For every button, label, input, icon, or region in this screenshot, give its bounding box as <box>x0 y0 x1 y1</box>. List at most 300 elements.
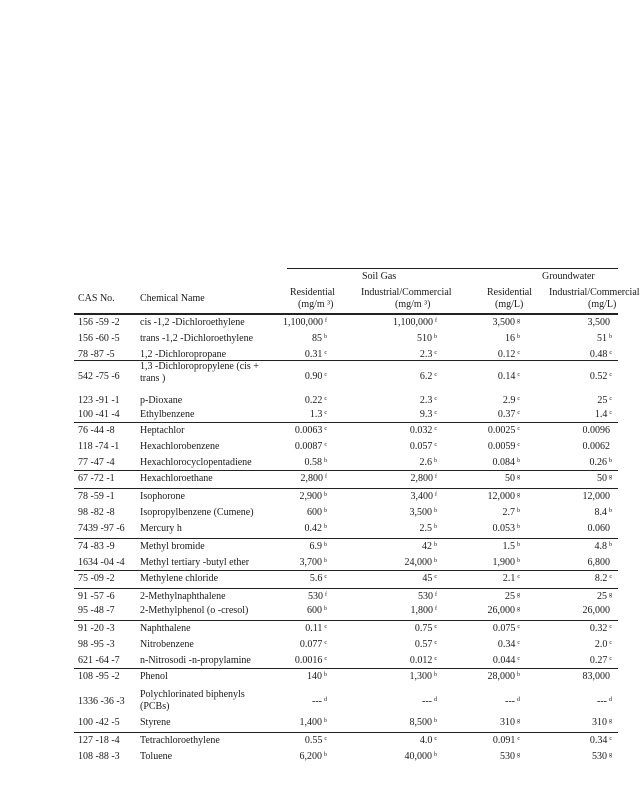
footnote-mark: f <box>435 492 437 498</box>
value-cell <box>488 491 521 503</box>
footnote-mark: b <box>517 458 520 464</box>
value-text: 40,000 <box>404 751 432 762</box>
cas-number: 127 -18 -4 <box>78 735 120 746</box>
value-text: 0.27 <box>589 655 608 666</box>
value-text: 1.5 <box>502 541 515 552</box>
value-text: 6,800 <box>587 557 610 568</box>
cas-number: 1336 -36 -3 <box>78 696 125 707</box>
value-cell <box>300 717 328 729</box>
cas-number: 76 -44 -8 <box>78 425 115 436</box>
table-row <box>0 331 618 347</box>
footnote-mark: c <box>609 640 612 646</box>
value-text: 310 <box>592 717 607 728</box>
footnote-mark: c <box>434 624 437 630</box>
value-text: 1,900 <box>492 557 515 568</box>
footnote-mark: c <box>609 624 612 630</box>
chemical-name: Hexachlorobenzene <box>140 441 220 452</box>
footnote-mark: b <box>609 334 612 340</box>
footnote-mark: b <box>324 542 327 548</box>
table-row <box>0 749 618 765</box>
footnote-mark: b <box>517 542 520 548</box>
footnote-mark: c <box>517 426 520 432</box>
header-top-rule <box>287 268 618 269</box>
value-cell <box>488 441 520 453</box>
value-cell <box>488 425 520 437</box>
table-row <box>0 521 618 539</box>
table-row <box>0 347 618 361</box>
value-cell <box>493 735 520 747</box>
value-cell <box>493 317 521 329</box>
footnote-mark: c <box>609 410 612 416</box>
cas-number: 98 -82 -8 <box>78 507 115 518</box>
footnote-mark: f <box>435 606 437 612</box>
value-text: 24,000 <box>404 557 432 568</box>
chemical-name: Methyl tertiary -butyl ether <box>140 557 250 568</box>
group-rule <box>74 422 618 423</box>
value-cell <box>500 717 520 729</box>
value-text: 3,500 <box>587 317 610 328</box>
value-cell <box>422 573 437 585</box>
table-row <box>0 571 618 589</box>
footnote-mark: b <box>324 718 327 724</box>
footnote-mark: b <box>324 458 327 464</box>
value-text: 0.31 <box>304 349 323 360</box>
value-text: 0.044 <box>492 655 516 666</box>
chemical-name: Hexachloroethane <box>140 473 213 484</box>
value-cell <box>488 605 521 617</box>
table-row <box>0 715 618 733</box>
value-cell <box>307 507 327 519</box>
table-row <box>0 423 618 439</box>
value-cell <box>310 541 328 553</box>
value-text: --- <box>422 696 432 707</box>
value-text: 1.4 <box>594 409 608 420</box>
value-text: 0.077 <box>299 639 323 650</box>
value-cell <box>420 409 437 421</box>
footnote-mark: c <box>324 624 327 630</box>
value-cell <box>590 655 612 667</box>
value-cell <box>300 639 327 651</box>
cas-number: 91 -20 -3 <box>78 623 115 634</box>
value-text: 2.9 <box>502 395 516 406</box>
value-cell <box>583 491 613 503</box>
value-text: 1,300 <box>409 671 432 682</box>
cas-number: 1634 -04 -4 <box>78 557 125 568</box>
value-cell <box>505 696 520 708</box>
value-text: 2.3 <box>419 349 433 360</box>
value-text: 3,700 <box>299 557 322 568</box>
table-row <box>0 407 618 423</box>
footnote-mark: b <box>434 508 437 514</box>
value-text: 6,200 <box>299 751 322 762</box>
footnote-mark: f <box>325 474 327 480</box>
footnote-mark: c <box>324 350 327 356</box>
value-text: 2.1 <box>502 573 516 584</box>
footnote-mark: c <box>434 574 437 580</box>
value-text: 8.2 <box>594 573 608 584</box>
footnote-mark: c <box>324 442 327 448</box>
value-cell <box>493 557 521 569</box>
value-text: 3,500 <box>409 507 432 518</box>
table-row <box>0 637 618 653</box>
cas-number: 108 -95 -2 <box>78 671 120 682</box>
value-text: 2,800 <box>410 473 433 484</box>
footnote-mark: c <box>609 350 612 356</box>
footnote-mark: c <box>609 372 612 378</box>
footnote-mark: b <box>324 508 327 514</box>
soil-industrial-heading: Industrial/Commercial <box>361 287 452 298</box>
footnote-mark: c <box>517 442 520 448</box>
cas-number: 123 -91 -1 <box>78 395 120 406</box>
value-cell <box>312 333 327 345</box>
value-text: 0.55 <box>304 735 323 746</box>
table-row <box>0 489 618 505</box>
gw-residential-heading: Residential <box>487 287 532 298</box>
value-text: 1.3 <box>309 409 323 420</box>
footnote-mark: c <box>324 410 327 416</box>
cas-number: 621 -64 -7 <box>78 655 120 666</box>
footnote-mark: c <box>434 426 437 432</box>
value-text: 0.0016 <box>294 655 323 666</box>
footnote-mark: c <box>434 350 437 356</box>
value-text: 0.34 <box>589 735 608 746</box>
footnote-mark: b <box>324 672 327 678</box>
value-text: 2,800 <box>300 473 323 484</box>
footnote-mark: d <box>517 697 520 703</box>
footnote-mark: d <box>609 697 612 703</box>
footnote-mark: f <box>325 592 327 598</box>
table-row <box>0 471 618 489</box>
footnote-mark: b <box>609 542 612 548</box>
value-cell <box>310 573 327 585</box>
chemical-name: Isopropylbenzene (Cumene) <box>140 507 254 518</box>
value-text: 0.52 <box>589 371 608 382</box>
value-text: 2.5 <box>419 523 432 534</box>
footnote-mark: b <box>324 524 327 530</box>
value-cell <box>300 491 328 503</box>
footnote-mark: b <box>434 558 437 564</box>
value-cell <box>422 541 437 553</box>
value-text: 0.11 <box>305 623 323 634</box>
value-cell <box>503 507 521 519</box>
footnote-mark: c <box>517 372 520 378</box>
chemical-name: n-Nitrosodi -n-propylamine <box>140 655 251 666</box>
value-text: 2,900 <box>299 491 322 502</box>
table-row <box>0 733 618 749</box>
footnote-mark: c <box>324 574 327 580</box>
footnote-mark: g <box>517 492 520 498</box>
value-cell <box>415 639 437 651</box>
footnote-mark: b <box>517 558 520 564</box>
value-text: 1,800 <box>410 605 433 616</box>
table-row <box>0 361 618 393</box>
footnote-mark: f <box>325 318 327 324</box>
soil-residential-heading: Residential <box>290 287 335 298</box>
cas-number: 67 -72 -1 <box>78 473 115 484</box>
footnote-mark: d <box>434 697 437 703</box>
group-rule <box>74 668 618 669</box>
value-text: 2.6 <box>419 457 432 468</box>
footnote-mark: b <box>434 718 437 724</box>
footnote-mark: c <box>324 736 327 742</box>
footnote-mark: c <box>517 656 520 662</box>
value-cell <box>417 333 437 345</box>
chemical-name: Mercury h <box>140 523 182 534</box>
value-cell <box>505 591 520 603</box>
footnote-mark: c <box>434 656 437 662</box>
cas-number: 98 -95 -3 <box>78 639 115 650</box>
footnote-mark: c <box>517 624 520 630</box>
chemical-name: cis -1,2 -Dichloroethylene <box>140 317 245 328</box>
footnote-mark: b <box>517 508 520 514</box>
footnote-mark: g <box>609 752 612 758</box>
value-cell <box>420 457 438 469</box>
value-cell <box>305 623 327 635</box>
footnote-mark: c <box>324 372 327 378</box>
value-cell <box>590 457 613 469</box>
value-text: 0.084 <box>492 457 515 468</box>
footnote-mark: b <box>609 458 612 464</box>
value-text: 140 <box>307 671 322 682</box>
value-text: 1,100,000 <box>393 317 433 328</box>
value-cell <box>305 371 327 383</box>
footnote-mark: c <box>517 410 520 416</box>
chemical-name: Phenol <box>140 671 168 682</box>
footnote-mark: c <box>517 736 520 742</box>
value-cell <box>590 371 612 383</box>
footnote-mark: c <box>434 372 437 378</box>
value-cell <box>301 473 328 485</box>
footnote-mark: b <box>517 334 520 340</box>
footnote-mark: f <box>435 474 437 480</box>
footnote-mark: c <box>609 656 612 662</box>
chemical-name: Toluene <box>140 751 173 762</box>
value-text: 2.0 <box>594 639 608 650</box>
value-cell <box>597 591 612 603</box>
value-cell <box>422 696 437 708</box>
value-cell <box>583 425 613 437</box>
value-cell <box>305 395 327 407</box>
value-cell <box>420 735 437 747</box>
table-row <box>0 603 618 621</box>
gw-residential-unit: (mg/L) <box>495 299 524 310</box>
cas-number: 100 -41 -4 <box>78 409 120 420</box>
footnote-mark: g <box>517 752 520 758</box>
footnote-mark: d <box>324 697 327 703</box>
chemical-name: Isophorone <box>140 491 185 502</box>
value-text: 0.12 <box>497 349 516 360</box>
footnote-mark: c <box>434 396 437 402</box>
chemical-name: Nitrobenzene <box>140 639 194 650</box>
value-cell <box>307 605 327 617</box>
value-text: 600 <box>307 507 322 518</box>
value-text: 3,500 <box>492 317 515 328</box>
cas-number: 542 -75 -6 <box>78 371 120 382</box>
footnote-mark: b <box>434 334 437 340</box>
value-cell <box>300 557 328 569</box>
value-text: 530 <box>500 751 515 762</box>
group-rule <box>74 314 618 315</box>
value-text: 0.075 <box>492 623 516 634</box>
value-text: 85 <box>312 333 322 344</box>
table-row <box>0 393 618 407</box>
value-cell <box>312 696 327 708</box>
footnote-mark: c <box>609 574 612 580</box>
value-text: 0.37 <box>497 409 516 420</box>
value-text: 6.9 <box>309 541 322 552</box>
value-cell <box>597 473 612 485</box>
value-text: 530 <box>592 751 607 762</box>
cas-number: 77 -47 -4 <box>78 457 115 468</box>
value-cell <box>503 395 520 407</box>
footnote-mark: f <box>435 592 437 598</box>
cas-number: 100 -42 -5 <box>78 717 120 728</box>
value-cell <box>420 395 437 407</box>
value-text: 0.26 <box>589 457 607 468</box>
value-cell <box>411 491 438 503</box>
footnote-mark: b <box>324 752 327 758</box>
footnote-mark: c <box>434 410 437 416</box>
footnote-mark: g <box>609 474 612 480</box>
value-text: --- <box>597 696 607 707</box>
value-text: 0.060 <box>587 523 610 534</box>
cas-number: 78 -87 -5 <box>78 349 115 360</box>
chemical-name: p-Dioxane <box>140 395 183 406</box>
value-cell <box>305 523 328 535</box>
value-text: 2.7 <box>502 507 515 518</box>
value-text: 0.0025 <box>487 425 516 436</box>
value-text: 0.42 <box>304 523 322 534</box>
value-text: 0.0096 <box>582 425 610 436</box>
value-text: 26,000 <box>582 605 610 616</box>
value-cell <box>595 507 613 519</box>
chemical-name: Naphthalene <box>140 623 191 634</box>
value-cell <box>505 473 520 485</box>
value-text: --- <box>505 696 515 707</box>
value-text: 0.48 <box>589 349 608 360</box>
value-cell <box>588 557 613 569</box>
value-cell <box>300 751 328 763</box>
value-cell <box>488 671 521 683</box>
value-cell <box>283 317 327 329</box>
value-cell <box>493 457 521 469</box>
value-cell <box>308 591 327 603</box>
chemical-name: 2-Methylphenol (o -cresol) <box>140 605 249 616</box>
value-text: 16 <box>505 333 515 344</box>
value-text: 1,100,000 <box>283 317 323 328</box>
footnote-mark: c <box>609 396 612 402</box>
chemical-name: Ethylbenzene <box>140 409 195 420</box>
value-text: 1,400 <box>299 717 322 728</box>
value-text: 83,000 <box>582 671 610 682</box>
value-cell <box>595 409 612 421</box>
value-cell <box>410 717 438 729</box>
value-text: 2.3 <box>419 395 433 406</box>
chemical-name: Methyl bromide <box>140 541 205 552</box>
value-text: --- <box>312 696 322 707</box>
groundwater-heading: Groundwater <box>542 271 595 282</box>
value-text: 25 <box>505 591 515 602</box>
table-row <box>0 669 618 689</box>
footnote-mark: c <box>324 656 327 662</box>
value-cell <box>405 557 438 569</box>
group-rule <box>74 488 618 489</box>
value-cell <box>498 371 520 383</box>
group-rule <box>74 588 618 589</box>
value-cell <box>592 751 612 763</box>
value-text: 0.091 <box>492 735 516 746</box>
value-cell <box>410 441 437 453</box>
value-text: 50 <box>597 473 607 484</box>
value-cell <box>405 751 438 763</box>
chemical-name: Styrene <box>140 717 171 728</box>
footnote-mark: g <box>517 718 520 724</box>
cas-number: 156 -60 -5 <box>78 333 120 344</box>
group-rule <box>74 570 618 571</box>
footnote-mark: c <box>324 426 327 432</box>
cas-number: 78 -59 -1 <box>78 491 115 502</box>
value-cell <box>410 671 438 683</box>
footnote-mark: g <box>517 318 520 324</box>
footnote-mark: c <box>434 442 437 448</box>
value-cell <box>411 605 438 617</box>
value-text: 5.6 <box>309 573 323 584</box>
value-text: 9.3 <box>419 409 433 420</box>
value-text: 0.0063 <box>294 425 323 436</box>
value-cell <box>393 317 437 329</box>
footnote-mark: b <box>517 524 520 530</box>
value-text: 50 <box>505 473 515 484</box>
chemical-name: 1,2 -Dichloropropane <box>140 349 227 360</box>
table-row <box>0 315 618 331</box>
value-text: 510 <box>417 333 432 344</box>
value-text: 0.57 <box>414 639 433 650</box>
cas-number: 75 -09 -2 <box>78 573 115 584</box>
cas-no-heading: CAS No. <box>78 293 115 304</box>
footnote-mark: c <box>324 396 327 402</box>
value-cell <box>493 523 521 535</box>
value-cell <box>493 623 520 635</box>
value-text: 45 <box>422 573 433 584</box>
value-text: 12,000 <box>582 491 610 502</box>
value-cell <box>583 605 613 617</box>
value-cell <box>418 591 437 603</box>
value-text: 4.0 <box>419 735 433 746</box>
value-cell <box>595 573 612 585</box>
chemical-name-heading: Chemical Name <box>140 293 205 304</box>
footnote-mark: b <box>434 672 437 678</box>
footnote-mark: g <box>517 592 520 598</box>
value-text: 8.4 <box>594 507 607 518</box>
footnote-mark: f <box>435 318 437 324</box>
footnote-mark: b <box>434 524 437 530</box>
footnote-mark: g <box>609 592 612 598</box>
value-text: 25 <box>597 395 608 406</box>
value-cell <box>420 523 438 535</box>
value-text: 3,400 <box>410 491 433 502</box>
value-cell <box>588 317 613 329</box>
value-text: 4.8 <box>594 541 607 552</box>
value-cell <box>583 441 613 453</box>
group-rule <box>74 732 618 733</box>
chemical-name: 1,3 -Dichloropropylene (cis + trans ) <box>140 361 259 384</box>
table-row <box>0 621 618 637</box>
cas-number: 156 -59 -2 <box>78 317 120 328</box>
value-cell <box>595 541 613 553</box>
value-cell <box>597 395 612 407</box>
table-row <box>0 455 618 471</box>
value-text: 0.0062 <box>582 441 610 452</box>
